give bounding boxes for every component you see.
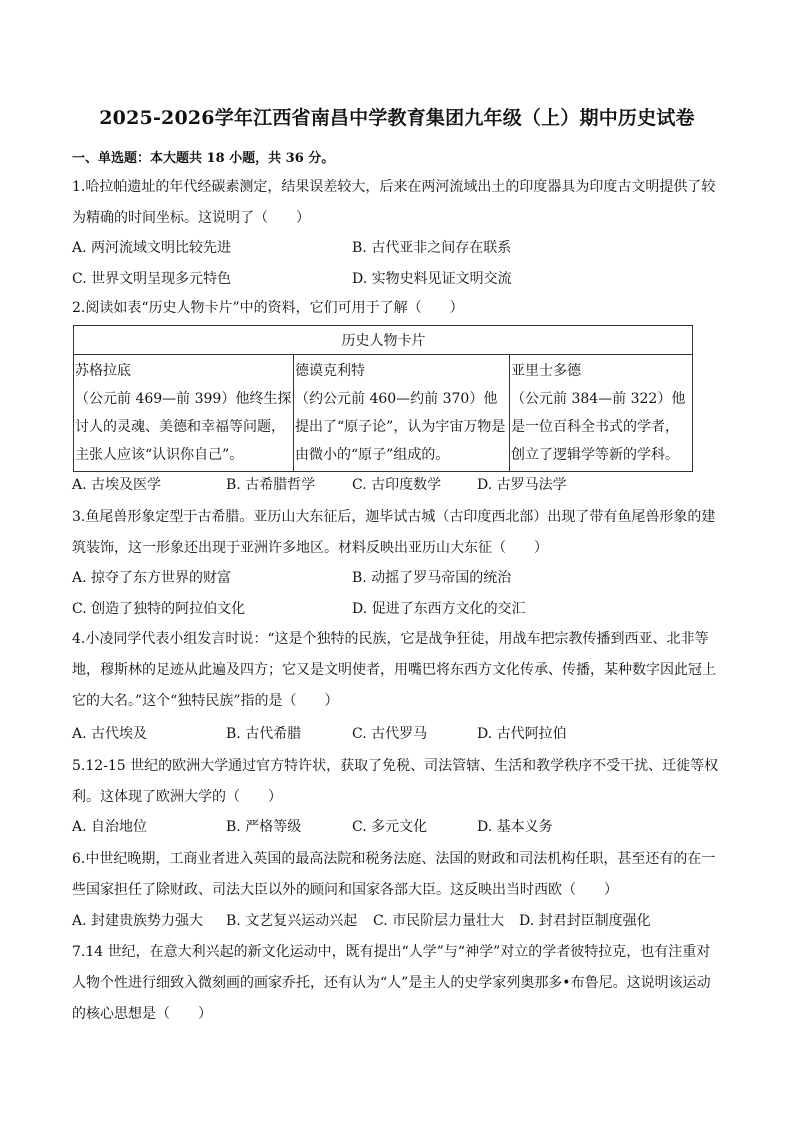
question-2-stem: 2.阅读如表“历史人物卡片”中的资料，它们可用于了解（ ） bbox=[72, 300, 464, 316]
table-header: 历史人物卡片 bbox=[74, 326, 693, 355]
question-3-option-b[interactable]: B. 动摇了罗马帝国的统治 bbox=[352, 570, 512, 586]
figure-description: （公元前 469—前 399）他终生探讨人的灵魂、美德和幸福等问题，主张人应该“认识你自己”。 bbox=[75, 391, 292, 463]
question-6-option-b[interactable]: B. 文艺复兴运动兴起 bbox=[226, 913, 358, 929]
question-4-option-d[interactable]: D. 古代阿拉伯 bbox=[477, 726, 567, 742]
figure-name: 德谟克利特 bbox=[295, 363, 365, 379]
question-5-option-b[interactable]: B. 严格等级 bbox=[226, 819, 302, 835]
question-4-option-c[interactable]: C. 古代罗马 bbox=[352, 726, 428, 742]
question-5-option-c[interactable]: C. 多元文化 bbox=[352, 819, 428, 835]
table-cell-socrates bbox=[74, 355, 294, 472]
question-4-stem: 4.小凌同学代表小组发言时说：“这是个独特的民族，它是战争狂徒，用战车把宗教传播到西亚、北非等地，穆斯林的足迹从此遍及四方；它又是文明使者，用嘴巴将东西方文化传承、传播，某种数字因此冠上它的大名。”这个“独特民族”指的是（ ） bbox=[72, 631, 716, 709]
question-7-stem: 7.14 世纪，在意大利兴起的新文化运动中，既有提出“人学”与“神学”对立的学者彼特拉克，也有注重对人物个性进行细致入微刻画的画家乔托，还有认为“人”是主人的史学家列奥那多•布鲁尼。这说明该运动的核心思想是（ ） bbox=[72, 944, 711, 1022]
question-4-option-a[interactable]: A. 古代埃及 bbox=[72, 726, 148, 742]
question-1-option-b[interactable]: B. 古代亚非之间存在联系 bbox=[352, 240, 512, 256]
question-2-option-a[interactable]: A. 古埃及医学 bbox=[72, 477, 162, 493]
table-cell-democritus bbox=[294, 355, 510, 472]
history-figure-card-table bbox=[73, 325, 693, 472]
figure-name: 苏格拉底 bbox=[75, 363, 131, 379]
question-6-option-d[interactable]: D. 封君封臣制度强化 bbox=[519, 913, 651, 929]
question-3-option-a[interactable]: A. 掠夺了东方世界的财富 bbox=[72, 570, 232, 586]
question-3-stem: 3.鱼尾兽形象定型于古希腊。亚历山大东征后，迦毕试古城（古印度西北部）出现了带有鱼尾兽形象的建筑装饰，这一形象还出现于亚洲许多地区。材料反映出亚历山大东征（ ） bbox=[72, 509, 716, 556]
question-2-option-c[interactable]: C. 古印度数学 bbox=[352, 477, 442, 493]
question-1-stem: 1.哈拉帕遗址的年代经碳素测定，结果误差较大，后来在两河流域出土的印度器具为印度古文明提供了较为精确的时间坐标。这说明了（ ） bbox=[72, 179, 716, 226]
question-1-option-c[interactable]: C. 世界文明呈现多元特色 bbox=[72, 271, 232, 287]
table-cell-aristotle bbox=[510, 355, 693, 472]
question-4-option-b[interactable]: B. 古代希腊 bbox=[226, 726, 302, 742]
question-5-option-d[interactable]: D. 基本义务 bbox=[477, 819, 553, 835]
question-6-stem: 6.中世纪晚期，工商业者进入英国的最高法院和税务法庭、法国的财政和司法机构任职，甚至还有的在一些国家担任了除财政、司法大臣以外的顾问和国家各部大臣。这反映出当时西欧（ ） bbox=[72, 851, 716, 898]
question-2-option-b[interactable]: B. 古希腊哲学 bbox=[226, 477, 316, 493]
question-6-option-a[interactable]: A. 封建贵族势力强大 bbox=[72, 913, 204, 929]
question-6-option-c[interactable]: C. 市民阶层力量壮大 bbox=[373, 913, 505, 929]
question-1-option-d[interactable]: D. 实物史料见证文明交流 bbox=[352, 271, 512, 287]
figure-description: （公元前 384—前 322）他是一位百科全书式的学者，创立了逻辑学等新的学科。 bbox=[511, 391, 686, 463]
question-5-option-a[interactable]: A. 自治地位 bbox=[72, 819, 148, 835]
question-3-option-d[interactable]: D. 促进了东西方文化的交汇 bbox=[352, 601, 526, 617]
exam-title: 2025-2026学年江西省南昌中学教育集团九年级（上）期中历史试卷 bbox=[99, 107, 695, 129]
figure-description: （约公元前 460—约前 370）他提出了“原子论”，认为宇宙万物是由微小的“原子”组成的。 bbox=[295, 391, 506, 463]
section-heading: 一、单选题：本大题共 18 小题，共 36 分。 bbox=[72, 151, 335, 166]
figure-name: 亚里士多德 bbox=[511, 363, 581, 379]
question-5-stem: 5.12-15 世纪的欧洲大学通过官方特许状，获取了免税、司法管辖、生活和教学秩序不受干扰、迁徙等权利。这体现了欧洲大学的（ ） bbox=[72, 758, 719, 805]
question-3-option-c[interactable]: C. 创造了独特的阿拉伯文化 bbox=[72, 601, 246, 617]
question-2-option-d[interactable]: D. 古罗马法学 bbox=[477, 477, 567, 493]
question-1-option-a[interactable]: A. 两河流域文明比较先进 bbox=[72, 240, 232, 256]
